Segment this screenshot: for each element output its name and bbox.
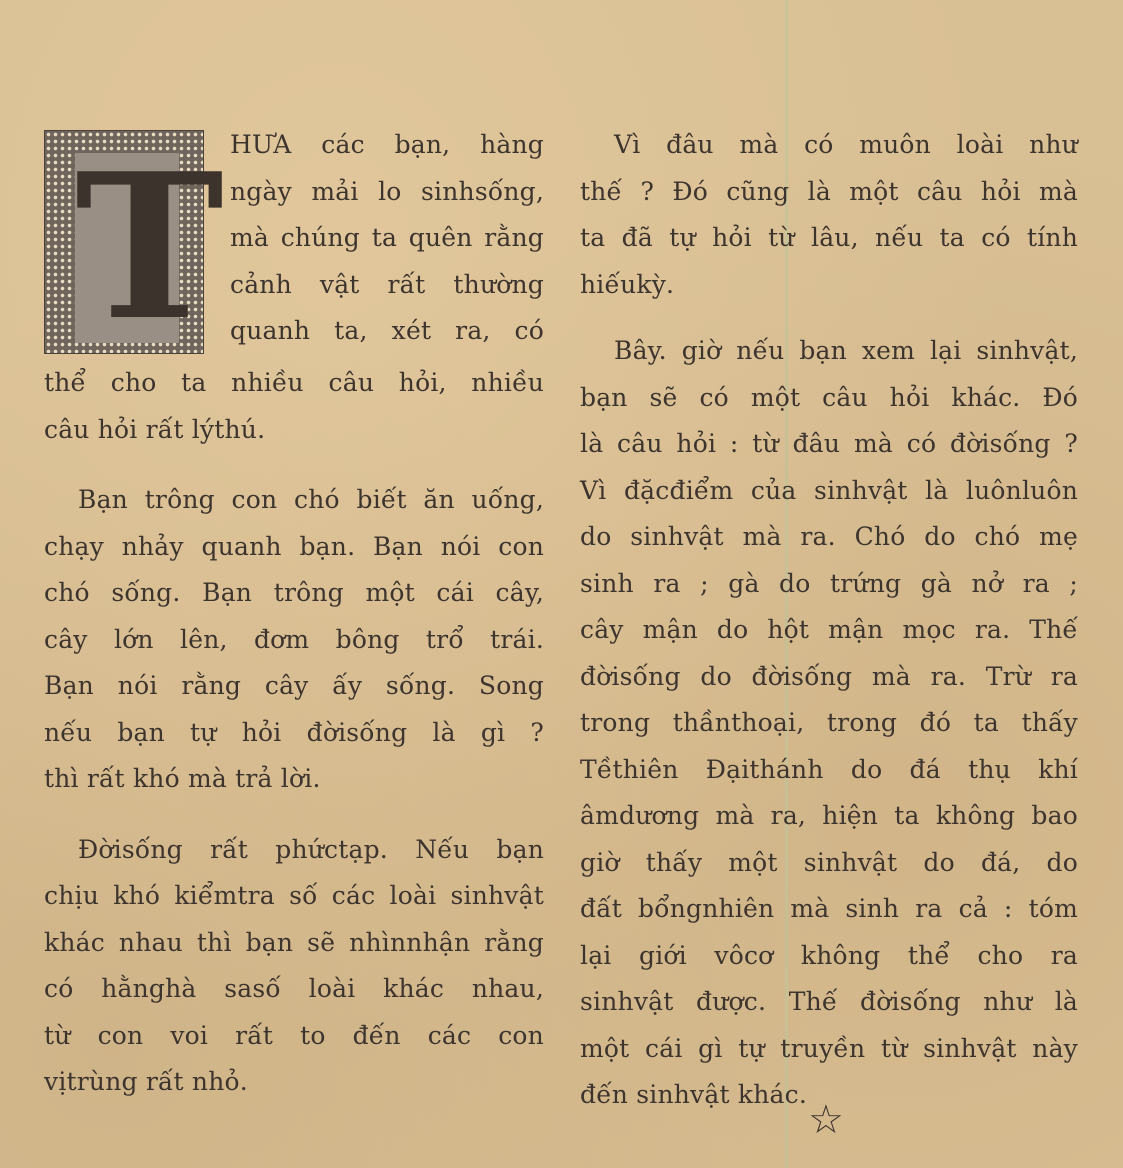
text-line: chạy nhảy quanh bạn. Bạn nói con <box>44 531 544 561</box>
text-line: khác nhau thì bạn sẽ nhìnnhận rằng <box>44 927 544 957</box>
right-column <box>580 0 1078 1119</box>
text-line: trong thầnthoại, trong đó ta thấy <box>580 708 1078 737</box>
paragraph-5 <box>580 328 1078 1119</box>
text-line: từ con voi rất to đến các con <box>44 1020 544 1050</box>
left-column <box>44 0 544 1106</box>
text-line: chó sống. Bạn trông một cái cây, <box>44 578 544 607</box>
text-line: Vì đâu mà có muôn loài như <box>614 130 1078 159</box>
text-line: sinhvật được. Thế đờisống như là <box>580 987 1078 1016</box>
text-line: thể cho ta nhiều câu hỏi, nhiều <box>44 368 544 397</box>
text-line: mà chúng ta quên rằng <box>230 223 544 252</box>
text-line: thế ? Đó cũng là một câu hỏi mà <box>580 176 1078 206</box>
text-line: bạn sẽ có một câu hỏi khác. Đó <box>580 382 1078 412</box>
paragraph-4 <box>580 122 1078 308</box>
text-line: sinh ra ; gà do trứng gà nở ra ; <box>580 568 1078 598</box>
text-line: hiếukỳ. <box>580 269 675 299</box>
text-line: thì rất khó mà trả lời. <box>44 764 321 793</box>
text-line: quanh ta, xét ra, có <box>230 316 544 345</box>
text-line: ngày mải lo sinhsống, <box>230 176 544 206</box>
text-line: một cái gì tự truyền từ sinhvật này <box>580 1033 1078 1063</box>
dropcap-letter: T <box>75 130 225 365</box>
text-line: âmdương mà ra, hiện ta không bao <box>580 801 1078 830</box>
text-line: vịtrùng rất nhỏ. <box>44 1067 248 1096</box>
text-line: giờ thấy một sinhvật do đá, do <box>580 847 1078 877</box>
text-line: Tềthiên Đạithánh do đá thụ khí <box>580 754 1078 784</box>
text-line: Bạn nói rằng cây ấy sống. Song <box>44 671 544 700</box>
text-line: ta đã tự hỏi từ lâu, nếu ta có tính <box>580 223 1078 252</box>
text-line: cây mận do hột mận mọc ra. Thế <box>580 615 1078 644</box>
text-line: đến sinhvật khác. <box>580 1080 807 1109</box>
paragraph-1-tail <box>44 360 544 453</box>
text-line: Bạn trông con chó biết ăn uống, <box>78 485 544 514</box>
dropcap-text <box>230 122 544 355</box>
text-line: chịu khó kiểmtra số các loài sinhvật <box>44 881 544 910</box>
text-line: nếu bạn tự hỏi đờisống là gì ? <box>44 717 544 747</box>
text-line: HƯA các bạn, hàng <box>230 130 544 159</box>
text-line: Bây. giờ nếu bạn xem lại sinhvật, <box>614 336 1078 365</box>
opening-paragraph <box>44 122 544 365</box>
dropcap-block <box>44 130 225 365</box>
text-line: đất bổngnhiên mà sinh ra cả : tóm <box>580 894 1078 923</box>
text-line: Đờisống rất phứctạp. Nếu bạn <box>78 834 544 864</box>
text-line: có hằnghà sasố loài khác nhau, <box>44 974 544 1003</box>
text-line: lại giới vôcơ không thể cho ra <box>580 940 1078 970</box>
text-line: cây lớn lên, đơm bông trổ trái. <box>44 624 544 654</box>
text-line: Vì đặcđiểm của sinhvật là luônluôn <box>580 475 1078 505</box>
text-line: là câu hỏi : từ đâu mà có đờisống ? <box>580 429 1078 458</box>
text-line: câu hỏi rất lýthú. <box>44 414 266 444</box>
end-star-icon: ☆ <box>808 1097 844 1143</box>
text-line: cảnh vật rất thường <box>230 269 544 299</box>
paragraph-2 <box>44 477 544 803</box>
paragraph-3 <box>44 827 544 1106</box>
text-line: do sinhvật mà ra. Chó do chó mẹ <box>580 522 1078 551</box>
text-line: đờisống do đờisống mà ra. Trừ ra <box>580 661 1078 691</box>
